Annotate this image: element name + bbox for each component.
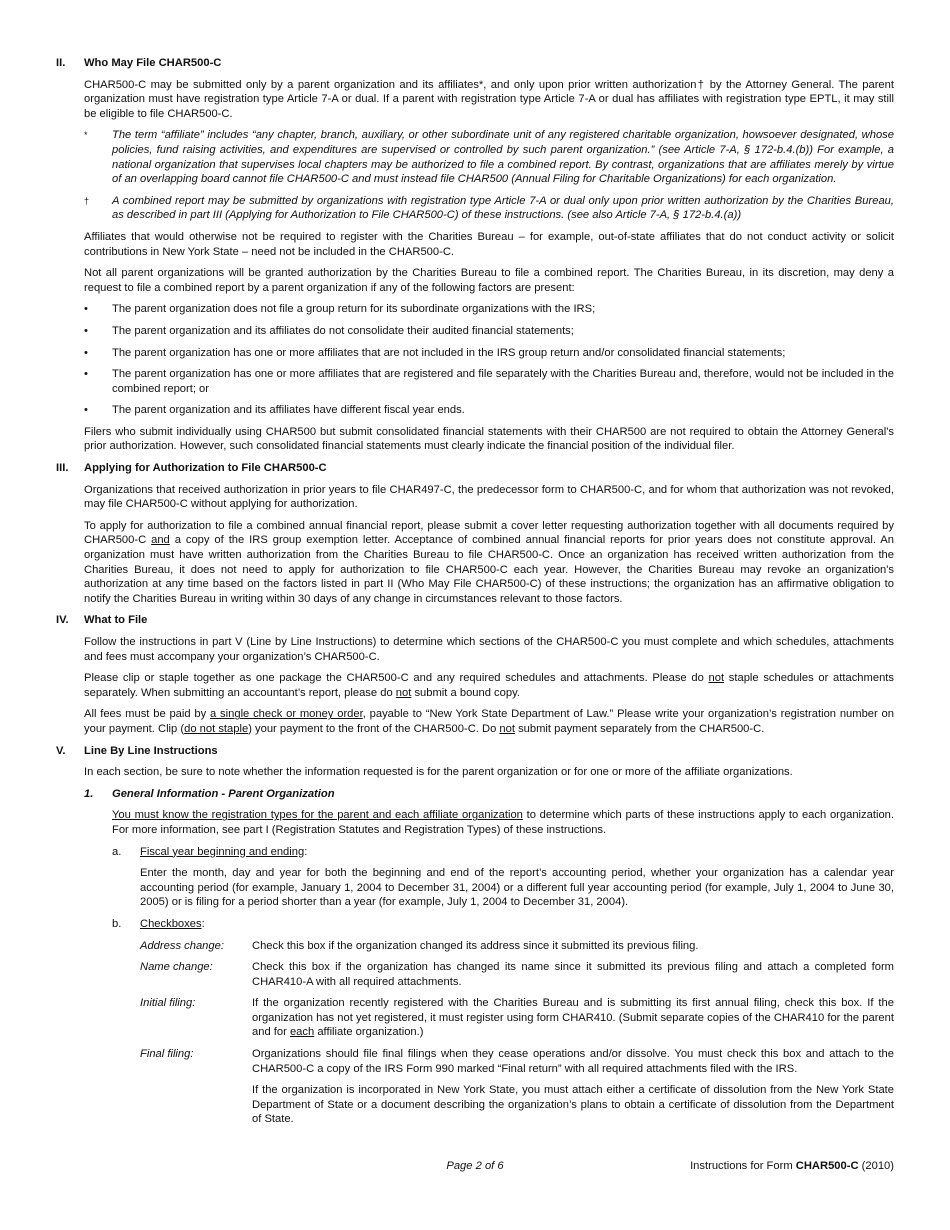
underlined-text: not: [499, 722, 515, 735]
section-body: [84, 635, 894, 737]
bullet-item: [84, 346, 894, 361]
text-run: ) your payment to the front of the CHAR500-C. Do: [248, 722, 500, 735]
section-number: V.: [56, 744, 66, 757]
text-run: If the organization recently registered with the Charities Bureau and is submitting its first annual filing, check this box. If the organization has not yet registered, it must register using form CHAR410. (Submit separate copies of the CHAR410 for the parent and for: [252, 997, 894, 1039]
paragraph: Follow the instructions in part V (Line by Line Instructions) to determine which sections of the CHAR500-C you must complete and which schedules, attachments and fees must accompany your organization’s CHAR500-C.: [84, 636, 894, 663]
section-number: IV.: [56, 614, 69, 627]
text-run: staple schedules or attachments separately. When submitting an accountant’s report, please do: [84, 672, 894, 699]
item-letter: b.: [112, 917, 122, 930]
bullet-text: The parent organization and its affiliates have different fiscal year ends.: [112, 404, 465, 417]
underlined-text: not: [708, 672, 725, 685]
bullet-icon: •: [84, 303, 88, 316]
bullet-text: The parent organization does not file a group return for its subordinate organizations with the IRS;: [112, 303, 596, 316]
item-body: [140, 866, 894, 910]
section-title: Applying for Authorization to File CHAR500-C: [84, 462, 327, 475]
section-title: What to File: [84, 614, 148, 627]
footnote: [84, 194, 894, 223]
definition-text: Check this box if the organization has changed its name since it submitted its previous filing and attach a completed form CHAR410-A with all required attachments.: [252, 961, 894, 988]
underlined-text: a single check or money order: [210, 708, 363, 721]
underlined-text: not: [395, 686, 412, 699]
text-run: :: [304, 845, 308, 858]
item-title: Fiscal year beginning and ending: [140, 845, 305, 858]
bullet-icon: •: [84, 346, 88, 359]
bullet-item: [84, 403, 894, 418]
footnote-mark: †: [84, 195, 90, 206]
bullet-icon: •: [84, 368, 88, 381]
checkbox-definition: [140, 996, 894, 1040]
form-identifier: [690, 1159, 894, 1174]
text-run: a copy of the IRS group exemption letter. Acceptance of combined annual financial reports for prior years does not constitute approval. An organization must have written authorization from the Charities Bureau to file CHAR500-C. Once an organization has received written authorization from the Charities Bureau, it does not need to apply for authorization to file CHAR500-C each year. However, the Charities Bureau may revoke an organization's authorization at any time based on the factors listed in part II (Who May File CHAR500-C) of these instructions; the organization has an affirmative obligation to notify the Charities Bureau in writing within 30 days of any change in circumstances relevant to those factors.: [84, 534, 894, 605]
paragraph: Filers who submit individually using CHAR500 but submit consolidated financial statements with their CHAR500 are not required to obtain the Attorney General's prior authorization. However, such consolidated financial statements must clearly indicate the financial position of the individual filer.: [84, 425, 894, 453]
paragraph: [84, 671, 894, 700]
definition-term: Name change:: [140, 961, 213, 974]
item-heading: [112, 917, 894, 932]
bullet-icon: •: [84, 324, 88, 337]
checkbox-list: [140, 939, 894, 1128]
section-title: Who May File CHAR500-C: [84, 57, 222, 69]
paragraph: Enter the month, day and year for both the beginning and end of the report’s accounting period, whether your organization has a calendar year accounting period (for example, January 1, 2004 to December 31, 2004) or a different full year accounting period (for example, July 1, 2004 to June 30, 2005) or is filing for a period shorter than a year (for example, July 1, 2004 to December 31, 2004).: [140, 867, 894, 909]
checkbox-definition: [140, 1047, 894, 1127]
section-title: Line By Line Instructions: [84, 744, 218, 757]
section-heading: [56, 613, 894, 628]
text-run: to determine which parts of these instructions apply to each organization. For more information, see part I (Registration Statutes and Registration Types) of these instructions.: [112, 809, 894, 836]
paragraph: Affiliates that would otherwise not be required to register with the Charities Bureau – for example, out-of-state affiliates that do not conduct activity or solicit contributions in New York State – need not be included in the CHAR500-C.: [84, 230, 894, 258]
text-run: Please clip or staple together as one package the CHAR500-C and any required schedules and attachments. Please do: [84, 672, 709, 685]
paragraph: In each section, be sure to note whether the information requested is for the parent organization or for one or more of the affiliate organizations.: [84, 766, 793, 779]
subsection-title: General Information - Parent Organization: [112, 787, 335, 800]
section-body: [84, 765, 894, 801]
section-number: II.: [56, 57, 66, 69]
text-run: submit payment separately from the CHAR500-C.: [514, 722, 765, 735]
form-code: CHAR500-C: [795, 1160, 859, 1172]
bullet-item: [84, 367, 894, 396]
checkbox-definition: [140, 960, 894, 989]
text-run: submit a bound copy.: [411, 686, 520, 699]
paragraph: [112, 808, 894, 837]
subsection-number: 1.: [84, 787, 94, 800]
footnote-text: The term “affiliate” includes “any chapter, branch, auxiliary, or other subordinate unit of any registered charitable organization, howsoever designated, whose policies, fund raising activities, and expenditures are supervised or controlled by such parent organization.” (see Article 7-A, § 172-b.4.(b)) For example, a national organization that supervises local chapters may be authorized to file a combined report. By contrast, organizations that are affiliates merely by virtue of an overlapping board cannot file CHAR500-C and must instead file CHAR500 (Annual Filing for Charitable Organizations) for each organization.: [112, 129, 894, 186]
text-run: To apply for authorization to file a combined annual financial report, please submit a cover letter requesting authorization together with all documents required by CHAR500-C: [84, 519, 894, 547]
paragraph: Organizations that received authorization in prior years to file CHAR497-C, the predecessor form to CHAR500-C, and for whom that authorization was not revoked, may file CHAR500-C without applying for authorization.: [84, 483, 894, 511]
text-run: affiliate organization.): [314, 1026, 424, 1039]
section-body: [84, 78, 894, 454]
section-body: [84, 483, 894, 607]
bullet-text: The parent organization and its affiliates do not consolidate their audited financial statements;: [112, 324, 574, 337]
page-footer: [56, 1159, 894, 1175]
page-number: Page 2 of 6: [446, 1160, 504, 1172]
underlined-text: do not staple: [184, 722, 249, 735]
definition-term: Address change:: [140, 939, 224, 952]
section-heading: [56, 461, 894, 476]
text-run: :: [201, 917, 205, 930]
footnote: [84, 128, 894, 186]
paragraph: [84, 519, 894, 607]
subsection-body: [112, 917, 894, 932]
underlined-text: each: [289, 1026, 315, 1039]
underlined-text: You must know the registration types for the parent and each affiliate organization: [112, 809, 523, 822]
text-run: Instructions for Form: [690, 1160, 796, 1172]
definition-term: Final filing:: [140, 1048, 194, 1061]
document-page: [56, 56, 894, 1134]
footnote-text: A combined report may be submitted by organizations with registration type Article 7-A or dual only upon prior written authorization by the Charities Bureau, as described in part III (Applying for Authorization to File CHAR500-C) of these instructions. (see also Article 7-A, § 172-b.4.(a)): [112, 194, 894, 222]
subsection-body: [112, 808, 894, 859]
definition-text: [252, 1047, 894, 1127]
text-run: All fees must be paid by: [84, 708, 211, 721]
item-letter: a.: [112, 845, 122, 858]
checkbox-definition: [140, 939, 894, 954]
paragraph: [84, 707, 894, 736]
definition-text: Check this box if the organization changed its address since it submitted its previous filing.: [252, 939, 699, 952]
text-run: Organizations should file final filings when they cease operations and/or dissolve. You must check this box and attach to the CHAR500-C a copy of the IRS Form 990 marked “Final return” with all required attachments filed with the IRS.: [252, 1048, 894, 1075]
paragraph: CHAR500-C may be submitted only by a parent organization and its affiliates*, and only upon prior written authorization† by the Attorney General. The parent organization must have registration type Article 7-A or dual. If a parent with registration type Article 7-A or dual has affiliates with registration type EPTL, it may still be eligible to file CHAR500-C.: [84, 78, 894, 120]
bullet-text: The parent organization has one or more affiliates that are registered and file separately with the Charities Bureau and, therefore, would not be included in the combined report; or: [112, 368, 894, 395]
bullet-icon: •: [84, 404, 88, 417]
text-run: (2010): [858, 1160, 894, 1172]
subsection-heading: [84, 787, 894, 802]
definition-term: Initial filing:: [140, 997, 196, 1010]
bullet-text: The parent organization has one or more affiliates that are not included in the IRS group return and/or consolidated financial statements;: [112, 346, 786, 359]
section-number: III.: [56, 462, 69, 475]
bullet-item: [84, 302, 894, 317]
text-run: , payable to “New York State Department of Law.” Please write your organization’s registration number on your payment. Clip (: [84, 708, 894, 735]
bullet-item: [84, 324, 894, 339]
item-title: Checkboxes: [140, 917, 202, 930]
paragraph: Not all parent organizations will be granted authorization by the Charities Bureau to file a combined report. The Charities Bureau, in its discretion, may deny a request to file a combined report by a parent organization if any of the following factors are present:: [84, 267, 894, 294]
underlined-text: and: [151, 534, 170, 547]
text-run: If the organization is incorporated in New York State, you must attach either a certificate of dissolution from the New York State Department of State or a document describing the organization’s plans to obtain a certificate of dissolution from the Department of State.: [252, 1084, 894, 1126]
footnote-mark: *: [84, 130, 88, 141]
item-heading: [112, 845, 894, 860]
section-heading: [56, 56, 894, 71]
section-heading: [56, 744, 894, 759]
definition-text: [252, 996, 894, 1040]
